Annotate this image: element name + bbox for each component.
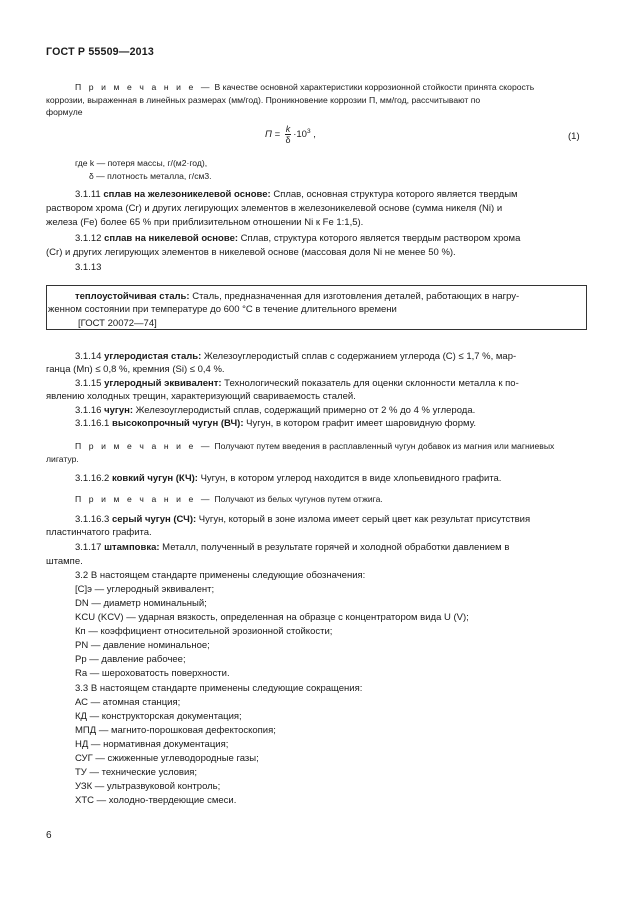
abbr-6: ТУ — технические условия; (75, 767, 198, 778)
formula-numerator: k (285, 124, 291, 134)
item-text: Железоуглеродистый сплав с содержанием углерода (C) ≤ 1,7 %, мар- (203, 351, 517, 362)
item-text: Сплав, структура которого является твердым раствором хрома (240, 233, 521, 244)
box-reference: [ГОСТ 20072—74] (78, 318, 157, 329)
symbols-intro: 3.2 В настоящем стандарте применены следующие обозначения: (75, 570, 366, 581)
abbr-8: ХТС — холодно-твердеющие смеси. (75, 795, 237, 806)
where-line-1: где k — потеря массы, г/(м2·год), (75, 158, 208, 168)
item-3-1-14-line-2: ганца (Mn) ≤ 0,8 %, кремния (Si) ≤ 0,4 %. (46, 364, 225, 375)
item-number: 3.1.12 (75, 233, 102, 244)
item-3-1-16-3-line-2: пластинчатого графита. (46, 527, 152, 538)
item-text: Технологический показатель для оценки склонности металла к по- (224, 378, 519, 389)
page-number: 6 (46, 830, 52, 841)
symbol-7: Ra — шероховатость поверхности. (75, 668, 230, 679)
note-1-text-1: В качестве основной характеристики коррозионной стойкости принята скорость (214, 82, 535, 92)
item-3-1-11-line-3: железа (Fe) более 65 % при приблизительном отношении Ni к Fe 1:1,5). (46, 217, 364, 228)
item-3-1-16-2-line-1 (75, 473, 501, 485)
item-3-1-11-line-2: раствором хрома (Cr) и других легирующих элементов в железоникелевой основе (сумма никеля (Ni) и (46, 203, 503, 214)
item-number: 3.1.15 (75, 378, 102, 389)
symbol-4: Кп — коэффициент относительной эрозионной стойкости; (75, 626, 333, 637)
corrosion-formula (265, 124, 316, 148)
item-3-1-15-line-2: явлению холодных трещин, характеризующий свариваемость сталей. (46, 391, 356, 402)
symbol-1: [C]э — углеродный эквивалент; (75, 584, 215, 595)
formula-exponent: 3 (306, 127, 311, 135)
symbol-6: Рр — давление рабочее; (75, 654, 186, 665)
note-1-line-1 (75, 81, 534, 93)
formula-tail: , (313, 129, 316, 141)
item-number: 3.1.17 (75, 542, 102, 553)
box-text-1: Сталь, предназначенная для изготовления деталей, работающих в нагру- (192, 291, 520, 302)
symbol-5: PN — давление номинальное; (75, 640, 210, 651)
formula-lhs: П = (265, 129, 281, 141)
item-text: Сплав, основная структура которого является твердым (273, 189, 518, 200)
item-3-1-15-line-1 (75, 378, 519, 390)
abbr-2: КД — конструкторская документация; (75, 711, 242, 722)
box-term: теплоустойчивая сталь: (75, 291, 190, 302)
note-3-label: П р и м е ч а н и е — (75, 494, 213, 504)
box-line-1 (75, 291, 519, 303)
item-3-1-11-line-1 (75, 189, 518, 201)
abbr-7: УЗК — ультразвуковой контроль; (75, 781, 221, 792)
item-term: сплав на железоникелевой основе: (103, 189, 271, 200)
item-term: сплав на никелевой основе: (104, 233, 239, 244)
item-3-1-17-line-1 (75, 542, 509, 554)
item-term: ковкий чугун (КЧ): (111, 473, 198, 484)
abbr-3: МПД — магнито-порошковая дефектоскопия; (75, 725, 276, 736)
abbr-intro: 3.3 В настоящем стандарте применены следующие сокращения: (75, 683, 363, 694)
where-line-2: δ — плотность металла, г/см3. (89, 171, 212, 181)
item-text: Чугун, в котором графит имеет шаровидную форму. (246, 418, 477, 429)
item-text: Железоуглеродистый сплав, содержащий примерно от 2 % до 4 % углерода. (135, 405, 476, 416)
item-3-1-14-line-1 (75, 351, 516, 363)
item-3-1-16-1-line-1 (75, 418, 476, 430)
item-text: Чугун, в котором углерод находится в виде хлопьевидного графита. (200, 473, 502, 484)
abbr-5: СУГ — сжиженные углеводородные газы; (75, 753, 259, 764)
abbr-1: АС — атомная станция; (75, 697, 181, 708)
note-2-text: Получают путем введения в расплавленный чугун добавок из магния или магниевых (214, 441, 555, 451)
item-number: 3.1.16 (75, 405, 102, 416)
formula-fraction (285, 124, 292, 145)
abbr-4: НД — нормативная документация; (75, 739, 229, 750)
symbol-2: DN — диаметр номинальный; (75, 598, 207, 609)
item-number: 3.1.16.3 (75, 514, 110, 525)
note-3-line-1 (75, 493, 383, 505)
item-term: углеродный эквивалент: (104, 378, 222, 389)
item-term: серый чугун (СЧ): (111, 514, 197, 525)
formula-number: (1) (568, 131, 580, 142)
item-number: 3.1.14 (75, 351, 102, 362)
box-line-2: женном состоянии при температуре до 600 °С в течение длительного времени (48, 304, 397, 315)
item-term: штамповка: (104, 542, 160, 553)
standard-header: ГОСТ Р 55509—2013 (46, 46, 154, 58)
item-text: Металл, полученный в результате горячей и холодной обработки давлением в (162, 542, 510, 553)
item-3-1-12-line-2: (Cr) и других легирующих элементов в никелевой основе (массовая доля Ni не менее 50 %). (46, 247, 456, 258)
item-term: углеродистая сталь: (104, 351, 202, 362)
note-2-line-1 (75, 440, 554, 452)
note-1-line-3: формуле (46, 107, 83, 117)
item-term: чугун: (104, 405, 134, 416)
item-number: 3.1.16.2 (75, 473, 110, 484)
note-3-text: Получают из белых чугунов путем отжига. (214, 494, 383, 504)
item-3-1-16-line-1 (75, 405, 475, 417)
item-3-1-13-number: 3.1.13 (75, 262, 102, 273)
item-term: высокопрочный чугун (ВЧ): (111, 418, 244, 429)
formula-rhs: ·10 (293, 129, 307, 141)
item-number: 3.1.16.1 (75, 418, 110, 429)
item-3-1-12-line-1 (75, 233, 520, 245)
note-2-label: П р и м е ч а н и е — (75, 441, 213, 451)
item-3-1-16-3-line-1 (75, 514, 530, 526)
note-1-line-2: коррозии, выраженная в линейных размерах (мм/год). Проникновение коррозии П, мм/год, рассчитывают по (46, 95, 481, 105)
item-number: 3.1.11 (75, 189, 101, 200)
item-3-1-17-line-2: штампе. (46, 556, 83, 567)
symbol-3: KCU (KCV) — ударная вязкость, определенная на образце с концентратором вида U (V); (75, 612, 469, 623)
item-text: Чугун, который в зоне излома имеет серый цвет как результат присутствия (198, 514, 531, 525)
formula-denominator: δ (285, 135, 291, 145)
note-1-label: П р и м е ч а н и е — (75, 82, 213, 92)
note-2-line-2: лигатур. (46, 454, 79, 464)
